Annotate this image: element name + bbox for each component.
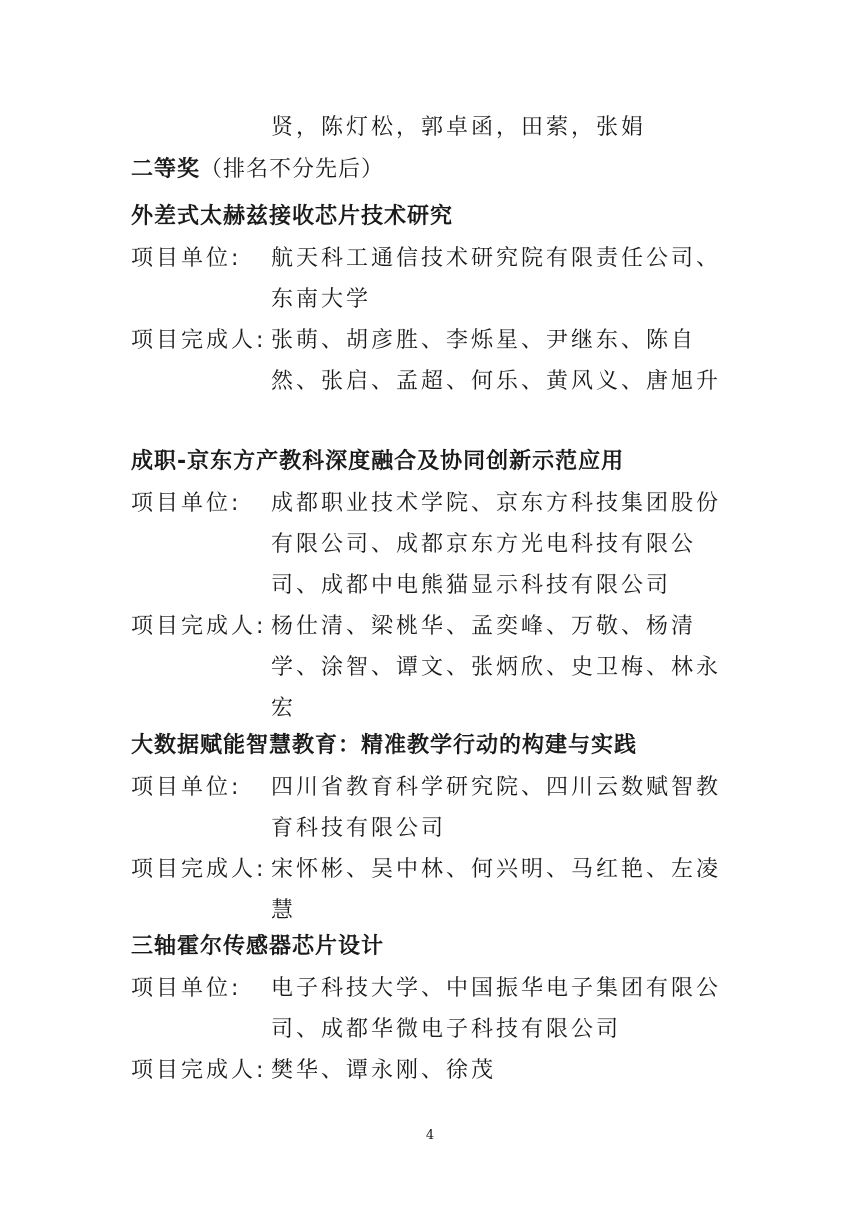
page-number: 4: [425, 1128, 435, 1143]
project-entry: [131, 197, 731, 402]
award-note: （排名不分先后）: [200, 157, 385, 182]
project-unit-row: [131, 483, 731, 606]
unit-label: 项目单位:: [131, 976, 242, 1001]
unit-value: 成都职业技术学院、京东方科技集团股份有限公司、成都京东方光电科技有限公司、成都中电熊猫显示科技有限公司: [271, 491, 722, 598]
people-value: 杨仕清、梁桃华、孟奕峰、万敬、杨清学、涂智、谭文、张炳欣、史卫梅、林永宏: [271, 614, 722, 721]
people-label: 项目完成人:: [131, 857, 267, 882]
people-value: 樊华、谭永刚、徐茂: [271, 1058, 497, 1083]
project-entry: [131, 442, 731, 729]
project-people-row: [131, 606, 731, 729]
award-heading: [131, 150, 384, 190]
unit-label: 项目单位:: [131, 491, 242, 516]
project-unit-row: [131, 968, 731, 1050]
project-unit-row: [131, 767, 731, 849]
unit-value: 电子科技大学、中国振华电子集团有限公司、成都华微电子科技有限公司: [271, 976, 722, 1042]
project-title: 外差式太赫兹接收芯片技术研究: [131, 204, 454, 229]
project-people-row: [131, 1050, 731, 1091]
people-label: 项目完成人:: [131, 328, 267, 353]
people-label: 项目完成人:: [131, 614, 267, 639]
project-entry: [131, 927, 731, 1091]
project-people-row: [131, 320, 731, 402]
project-unit-row: [131, 238, 731, 320]
unit-label: 项目单位:: [131, 775, 242, 800]
unit-label: 项目单位:: [131, 246, 242, 271]
project-title: 三轴霍尔传感器芯片设计: [131, 934, 385, 959]
award-title: 二等奖: [131, 157, 201, 182]
people-value: 宋怀彬、吴中林、何兴明、马红艳、左凌慧: [271, 857, 722, 923]
project-people-row: [131, 849, 731, 931]
people-value: 张萌、胡彦胜、李烁星、尹继东、陈自然、张启、孟超、何乐、黄风义、唐旭升: [271, 328, 722, 394]
continued-names: 贤，陈灯松，郭卓函，田萦，张娟: [271, 115, 647, 140]
unit-value: 航天科工通信技术研究院有限责任公司、东南大学: [271, 246, 722, 312]
project-title: 成职-京东方产教科深度融合及协同创新示范应用: [131, 449, 625, 474]
project-title: 大数据赋能智慧教育：精准教学行动的构建与实践: [131, 733, 638, 758]
project-entry: [131, 726, 731, 931]
unit-value: 四川省教育科学研究院、四川云数赋智教育科技有限公司: [271, 775, 722, 841]
people-label: 项目完成人:: [131, 1058, 267, 1083]
